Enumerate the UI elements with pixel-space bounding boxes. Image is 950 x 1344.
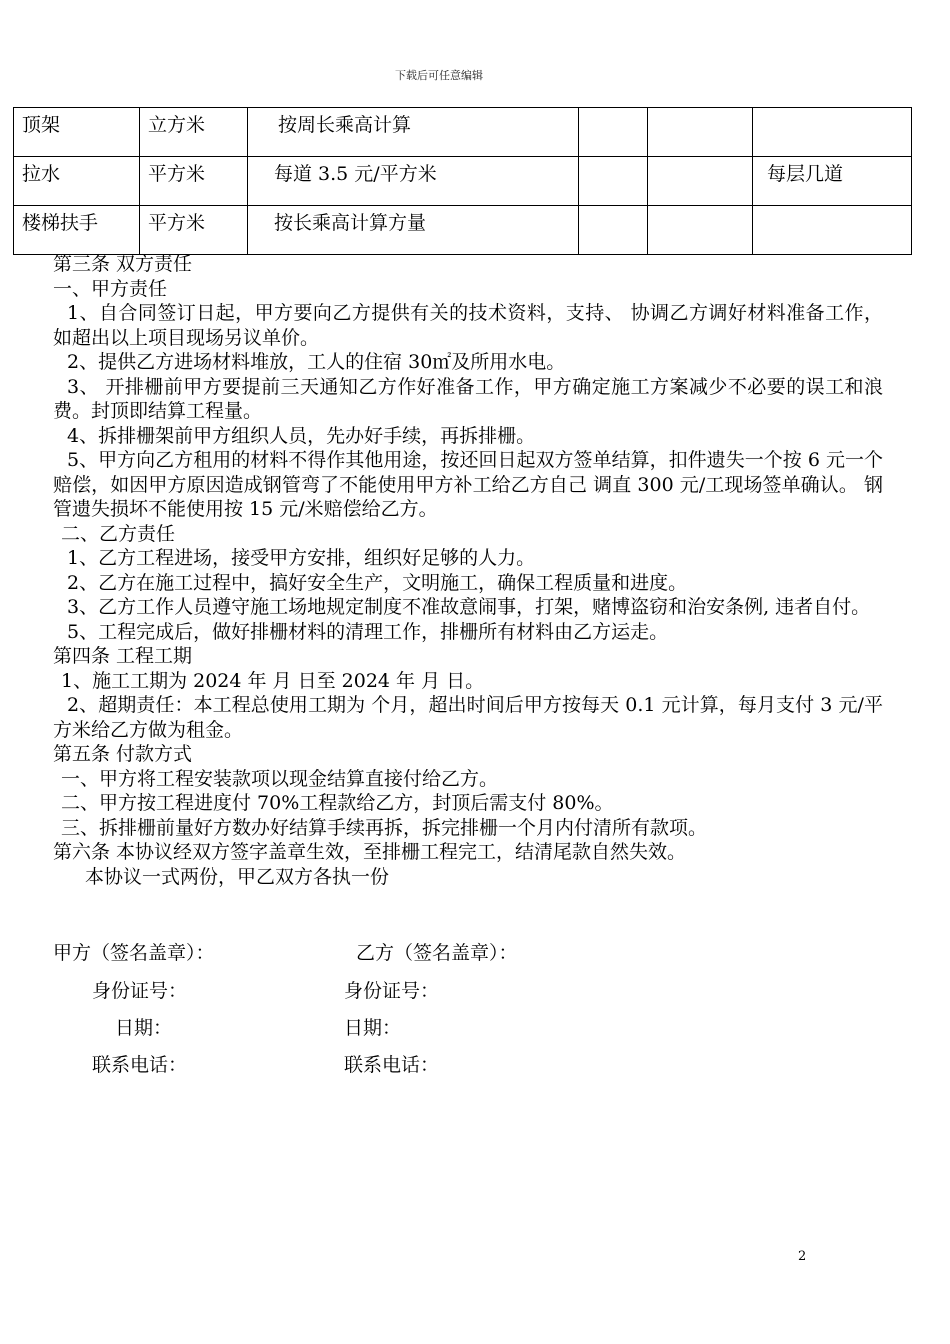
clause-b2: 2、乙方在施工过程中，搞好安全生产，文明施工，确保工程质量和进度。 xyxy=(67,571,688,594)
clause-a4: 4、拆排栅架前甲方组织人员，先办好手续，再拆排栅。 xyxy=(67,424,536,447)
clause-b5: 5、工程完成后，做好排栅材料的清理工作，排栅所有材料由乙方运走。 xyxy=(67,620,669,643)
party-a-date-label: 日期： xyxy=(115,1017,173,1039)
article-4-title: 第四条 工程工期 xyxy=(53,645,193,667)
pricing-table xyxy=(13,107,912,255)
table-cell-unit: 平方米 xyxy=(140,206,248,255)
clause-b3: 3、乙方工作人员遵守施工场地规定制度不准故意闹事，打架，赌博盗窃和治安条例, 违者自付。 xyxy=(67,596,871,618)
clause-c2: 2、超期责任：本工程总使用工期为 个月，超出时间后甲方按每天 0.1 元计算，每月支付 3 元/平方米给乙方做为租金。 xyxy=(53,694,883,741)
clause-b1: 1、乙方工程进场，接受甲方安排，组织好足够的人力。 xyxy=(67,547,536,569)
table-cell-unit: 平方米 xyxy=(140,157,248,206)
clause-d3: 三、拆排栅前量好方数办好结算手续再拆，拆完排栅一个月内付清所有款项。 xyxy=(61,816,708,839)
table-row xyxy=(14,108,912,157)
table-cell-method: 按长乘高计算方量 xyxy=(248,206,579,255)
table-cell-blank xyxy=(648,157,753,206)
clause-a2: 2、提供乙方进场材料堆放，工人的住宿 30㎡及所用水电。 xyxy=(67,351,566,373)
party-a-id-label: 身份证号： xyxy=(92,980,188,1002)
table-cell-note xyxy=(753,108,912,157)
section-party-a-title: 一、甲方责任 xyxy=(53,277,168,300)
table-cell-item: 拉水 xyxy=(14,157,140,206)
table-cell-blank xyxy=(579,157,648,206)
clause-a5: 5、甲方向乙方租用的材料不得作其他用途，按还回日起双方签单结算，扣件遗失一个按 6 元一个赔偿，如因甲方原因造成钢管弯了不能使用甲方补工给乙方自己 调直 300 元/工现场签单确认。 钢管遗失损坏不能使用按 15 元/米赔偿给乙方。 xyxy=(53,449,883,520)
article-3-title: 第三条 双方责任 xyxy=(53,253,193,275)
table-cell-unit: 立方米 xyxy=(140,108,248,157)
table-cell-item: 楼梯扶手 xyxy=(14,206,140,255)
copies-note: 本协议一式两份，甲乙双方各执一份 xyxy=(85,865,390,888)
page-header: 下载后可任意编辑 xyxy=(395,69,483,82)
table-row xyxy=(14,206,912,255)
party-a-phone-label: 联系电话： xyxy=(92,1054,188,1076)
clause-d2: 二、甲方按工程进度付 70%工程款给乙方，封顶后需支付 80%。 xyxy=(61,792,614,814)
table-cell-method: 按周长乘高计算 xyxy=(248,108,579,157)
table-row xyxy=(14,157,912,206)
table-cell-note: 每层几道 xyxy=(753,157,912,206)
contract-body xyxy=(53,252,883,889)
party-b-signature-label: 乙方（签名盖章）： xyxy=(356,942,518,964)
table-cell-note xyxy=(753,206,912,255)
page-number: 2 xyxy=(798,1249,807,1264)
table-cell-item: 顶架 xyxy=(14,108,140,157)
article-6: 第六条 本协议经双方签字盖章生效，至排栅工程完工，结清尾款自然失效。 xyxy=(53,841,687,863)
table-cell-blank xyxy=(648,108,753,157)
clause-d1: 一、甲方将工程安装款项以现金结算直接付给乙方。 xyxy=(61,767,499,790)
table-cell-blank xyxy=(648,206,753,255)
table-cell-blank xyxy=(579,206,648,255)
section-party-b-title: 二、乙方责任 xyxy=(61,522,176,545)
party-a-signature-label: 甲方（签名盖章）： xyxy=(53,942,215,964)
party-b-date-label: 日期： xyxy=(344,1017,402,1039)
clause-c1: 1、施工工期为 2024 年 月 日至 2024 年 月 日。 xyxy=(61,669,485,692)
party-b-id-label: 身份证号： xyxy=(344,980,440,1002)
table-cell-method: 每道 3.5 元/平方米 xyxy=(248,157,579,206)
article-5-title: 第五条 付款方式 xyxy=(53,743,193,765)
clause-a1: 1、自合同签订日起，甲方要向乙方提供有关的技术资料，支持、 协调乙方调好材料准备工作，如超出以上项目现场另议单价。 xyxy=(53,302,883,349)
party-b-phone-label: 联系电话： xyxy=(344,1054,440,1076)
table-cell-blank xyxy=(579,108,648,157)
clause-a3: 3、 开排栅前甲方要提前三天通知乙方作好准备工作，甲方确定施工方案减少不必要的误工和浪费。封顶即结算工程量。 xyxy=(53,375,883,422)
